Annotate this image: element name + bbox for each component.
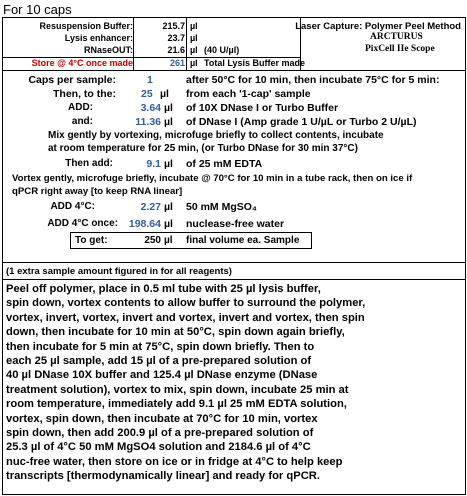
add2-value: 11.36 bbox=[135, 116, 161, 128]
step-label: ADD 4°C: bbox=[50, 201, 95, 212]
page-title: For 10 caps bbox=[3, 2, 72, 17]
step-note: 50 mM MgSO₄ bbox=[186, 201, 257, 213]
toget-note: final volume ea. Sample bbox=[186, 235, 300, 246]
paragraph-line: transcripts [thermodynamically linear] and ready for qPCR. bbox=[6, 470, 320, 483]
add1-value: 3.64 bbox=[140, 102, 161, 114]
add2-unit: µl bbox=[164, 116, 173, 128]
add4a-value: 2.27 bbox=[140, 201, 161, 213]
reagent-label: RNaseOUT: bbox=[83, 45, 133, 55]
then-value: 25 bbox=[141, 88, 153, 100]
vortex-instruction: Vortex gently, microfuge briefly, incubate @ 70°C for 10 min in a tube rack, then on ice if bbox=[12, 173, 413, 184]
protocol-paragraph bbox=[6, 282, 462, 484]
divider bbox=[2, 262, 466, 263]
method-brand: ARCTURUS bbox=[370, 32, 423, 42]
reagent-unit: µl bbox=[190, 33, 198, 43]
reagent-note: Total Lysis Buffer made bbox=[204, 58, 306, 68]
paragraph-line: 40 µl DNase 10X buffer and 125.4 µl DNase enzyme (DNase bbox=[6, 369, 318, 382]
step-note: nuclease-free water bbox=[186, 218, 285, 230]
thenadd-unit: µl bbox=[164, 158, 173, 170]
reagent-label: Resuspension Buffer: bbox=[39, 21, 133, 31]
add4a-unit: µl bbox=[164, 201, 173, 213]
step-note: from each '1-cap' sample bbox=[186, 88, 311, 100]
footnote: (1 extra sample amount figured in for all reagents) bbox=[6, 266, 232, 277]
paragraph-line: treatment solution), vortex to mix, spin down, incubate 25 min at bbox=[6, 383, 349, 396]
divider bbox=[2, 279, 466, 280]
step-note: of 25 mM EDTA bbox=[186, 158, 263, 170]
step-label: ADD: bbox=[68, 102, 93, 113]
reagent-unit: µl bbox=[190, 45, 198, 55]
paragraph-line: then incubate for 5 min at 75°C, spin down briefly. Then to bbox=[6, 340, 315, 353]
paragraph-line: vortex, spin down, then incubate at 70°C for 10 min, vortex bbox=[6, 412, 318, 425]
toget-label: To get: bbox=[75, 235, 108, 246]
method-scope: PixCell IIe Scope bbox=[365, 44, 435, 54]
add4b-value: 198.64 bbox=[128, 218, 161, 230]
step-label: ADD 4°C once: bbox=[47, 218, 118, 229]
step-label: Then, to the: bbox=[53, 88, 116, 100]
divider bbox=[2, 57, 300, 58]
reagent-value: 23.7 bbox=[167, 33, 185, 43]
reagent-value: 215.7 bbox=[162, 21, 185, 31]
reagent-note: (40 U/µl) bbox=[204, 45, 240, 55]
reagent-label: Lysis enhancer: bbox=[64, 33, 133, 43]
mix-instruction: Mix gently by vortexing, microfuge briefly to collect contents, incubate bbox=[48, 130, 384, 141]
total-value: 261 bbox=[169, 58, 185, 68]
method-line: Laser Capture: Polymer Peel Method bbox=[295, 21, 461, 32]
paragraph-line: room temperature, immediately add 9.1 µl 25 mM EDTA solution, bbox=[6, 398, 347, 411]
vortex-instruction: qPCR right away [to keep RNA linear] bbox=[12, 186, 183, 197]
step-label: and: bbox=[71, 116, 93, 127]
paragraph-line: spin down, then add 200.9 µl of a pre-prepared solution of bbox=[6, 427, 314, 440]
add1-unit: µl bbox=[164, 102, 173, 114]
reagent-unit: µl bbox=[190, 58, 198, 68]
paragraph-line: 25.3 µl of 4°C 50 mM MgSO4 solution and 2184.6 µl of 4°C bbox=[6, 441, 311, 454]
store-label: Store @ 4°C once made bbox=[31, 58, 133, 68]
caps-value: 1 bbox=[147, 74, 153, 86]
step-note: of DNase I (Amp grade 1 U/µL or Turbo 2 U/µL) bbox=[186, 116, 417, 128]
add4b-unit: µl bbox=[164, 218, 173, 230]
step-note: of 10X DNase I or Turbo Buffer bbox=[186, 102, 339, 114]
reagent-value: 21.6 bbox=[167, 45, 185, 55]
paragraph-line: each 25 µl sample, add 15 µl of a pre-prepared solution of bbox=[6, 355, 312, 368]
toget-unit: µl bbox=[164, 235, 173, 246]
paragraph-line: Peel off polymer, place in 0.5 ml tube with 25 µl lysis buffer, bbox=[6, 283, 321, 295]
thenadd-value: 9.1 bbox=[146, 158, 161, 170]
reagent-unit: µl bbox=[190, 21, 198, 31]
paragraph-line: spin down, vortex contents to allow buffer to surround the polymer, bbox=[6, 297, 366, 310]
then-unit: µl bbox=[160, 88, 169, 100]
divider bbox=[133, 17, 134, 70]
paragraph-line: down, then incubate for 10 min at 50°C, spin down again briefly, bbox=[6, 326, 345, 339]
paragraph-line: nuc-free water, then store on ice or in fridge at 4°C to help keep bbox=[6, 455, 343, 468]
divider bbox=[2, 70, 466, 71]
step-note: after 50°C for 10 min, then incubate 75°C for 5 min: bbox=[186, 74, 440, 86]
divider bbox=[186, 17, 187, 70]
step-label: Caps per sample: bbox=[28, 74, 116, 86]
mix-instruction: at room temperature for 25 min, (or Turbo DNase for 30 min 37°C) bbox=[48, 143, 358, 154]
paragraph-line: vortex, invert, vortex, invert and vortex, invert and vortex, then spin bbox=[6, 311, 365, 324]
step-label: Then add: bbox=[65, 158, 113, 169]
toget-value: 250 bbox=[144, 235, 161, 246]
